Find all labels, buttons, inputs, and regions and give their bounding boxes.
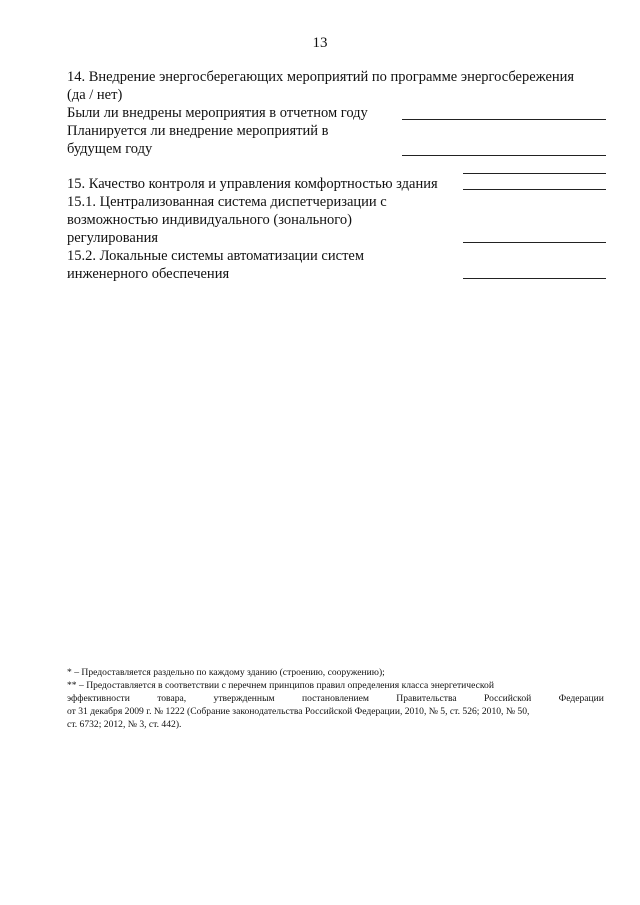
footnote-word: утвержденным <box>213 693 275 704</box>
question-planned-next-year: Планируется ли внедрение мероприятий в <box>67 123 329 139</box>
item-15-2-line1: 15.2. Локальные системы автоматизации систем <box>67 248 365 264</box>
footnote-word: Правительства <box>396 693 457 704</box>
footnote-word: товара, <box>157 693 187 704</box>
item-15-2-line2: инженерного обеспечения <box>67 266 230 282</box>
footnote-2-line3: от 31 декабря 2009 г. № 1222 (Собрание законодательства Российской Федерации, 2010, № 5, ст. 526; 2010, № 50, <box>67 706 530 717</box>
item-15-1-line2: возможностью индивидуального (зонального) <box>67 212 352 228</box>
answer-line-implemented-this-year[interactable] <box>402 119 606 120</box>
footnote-2-line1: ** – Предоставляется в соответствии с перечнем принципов правил определения класса энергетической <box>67 680 494 691</box>
answer-line-item-15-2[interactable] <box>463 278 606 279</box>
footnote-word: Российской <box>483 693 532 704</box>
section-15-title: 15. Качество контроля и управления комфортностью здания <box>67 176 438 192</box>
item-15-1-line3: регулирования <box>67 230 159 246</box>
footnote-word: эффективности <box>67 693 130 704</box>
footnote-1: * – Предоставляется раздельно по каждому зданию (строению, сооружению); <box>67 667 385 678</box>
item-15-1-line1: 15.1. Централизованная система диспетчеризации с <box>67 194 387 210</box>
section-14-title: 14. Внедрение энергосберегающих мероприятий по программе энергосбережения <box>67 69 575 85</box>
question-planned-next-year-cont: будущем году <box>67 141 153 157</box>
footnote-word: постановлением <box>301 693 369 704</box>
footnote-2-line4: ст. 6732; 2012, № 3, ст. 442). <box>67 719 182 730</box>
page-number: 13 <box>312 35 328 51</box>
section-14-title-cont: (да / нет) <box>67 87 123 103</box>
footnote-2-line2 <box>67 692 604 705</box>
answer-line-item-15-1[interactable] <box>463 242 606 243</box>
answer-line-planned-next-year[interactable] <box>402 155 606 156</box>
footnote-word: Федерации <box>558 693 604 704</box>
question-implemented-this-year: Были ли внедрены мероприятия в отчетном году <box>67 105 368 121</box>
answer-line-section-15-top[interactable] <box>463 173 606 174</box>
answer-line-section-15-title[interactable] <box>463 189 606 190</box>
